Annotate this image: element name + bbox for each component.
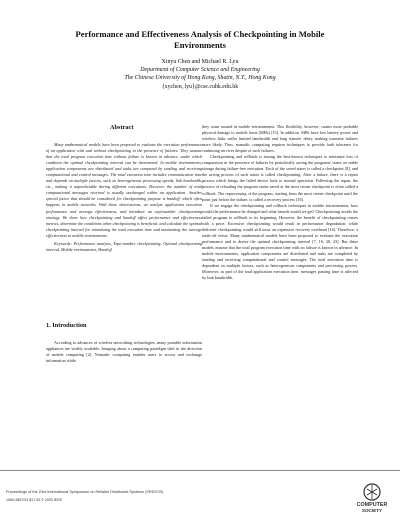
author-block [60, 58, 340, 91]
introduction-section [46, 340, 202, 364]
footer-rule [0, 470, 400, 471]
abstract-keywords: Keywords: Performance analysis, Equi-number checkpointing, Optimal checkpointing interval, Mobile environments, Handoff [46, 240, 202, 252]
proceedings-line: Proceedings of the 23rd International Symposium on Reliable Distributed Systems (SRDS'03) [6, 490, 164, 494]
paper-title: Performance and Effectiveness Analysis of Checkpointing in Mobile Environments [75, 29, 325, 50]
right-paragraph-1: they roam around in mobile environments. This flexibility, however, causes more probable physical damage to mobile hosts (MHs) [15]. In addition, MHs have low battery power and wireless links suffer limited bandwidth and long transfer delay, making transient failures more likely. Thus, nomadic computing requires techniques to provide fault tolerance for continuing services despite of such failures. [202, 124, 358, 154]
introduction-heading: 1. Introduction [46, 322, 87, 329]
right-column [202, 124, 358, 281]
affiliation-university: The Chinese University of Hong Kong, Shatin, N.T., Hong Kong [124, 75, 276, 82]
computer-society-logo [348, 482, 396, 514]
logo-word-society: SOCIETY [361, 508, 383, 513]
right-paragraph-3: If we engage the checkpointing and rollback techniques in mobile environments, how would the performance be changed and what benefit would we get? Checkpointing avoids the failed program to rollback to its beginning. However, the benefit of checkpointing comes with a price. Excessive checkpointing would result in performance degradation, while deficient checkpointing would still incur an expensive recovery overhead [14]. Therefore, a trade-off exists. Many mathematical models have been proposed to evaluate the execution performance and to derive the optimal checkpointing interval [7, 16, 20, 23]. But these models assume that the total program execution time with no failure is known in advance. In mobile environments, application components are distributed and tasks are completed by sending and receiving computational and control messages. The total execution time is dependent on multiple factors, such as heterogeneous components and processing powers. Moreover, as part of the total application execution time, messages passing time is affected by link bandwidth, [202, 202, 358, 281]
abstract-text: Many mathematical models have been proposed to evaluate the execution performance of an application with and without checkpointing in the presence of failures. They assume that the total program execution time without failure is known in advance, under which condition the optimal checkpointing interval can be determined. In mobile environments, application components are distributed and tasks are computed by sending and receiving computational and control messages. The total execution time includes communication time and depends on multiple factors, such as heterogeneous processing speeds, link bandwidth, etc., making it unpredictable during different executions. However, the number of total computational messages received is usually unchanged within an application. Another special factor that should be considered for checkpointing purpose is handoff, which often happens in mobile networks. With these observations, we analyze application execution performance and average effectiveness, and introduce an equi-number checkpointing strategy. We show how checkpointing and handoff affect performance and effectiveness metrics, determine the conditions when checkpointing is beneficial, and calculate the optimal checkpointing interval for minimizing the total execution time and maximizing the average effectiveness in mobile environments. [46, 142, 202, 238]
abstract-section [46, 142, 202, 253]
author-email: {xychen, lyu}@cse.cuhk.edu.hk [161, 83, 239, 90]
right-paragraph-2: Checkpointing and rollback is among the best-known techniques to minimize loss of computation in the presence of failures by periodically saving the programs' states on stable storage during failure-free execution. Each of the saved states is called a checkpoint [8], and the saving process of such states is called checkpointing. After a failure, there is a repair process which brings the failed device back to normal operation. Following the repair, the process of reloading the program status saved at the most recent checkpoint is often called a rollback. The reprocessing of the program, starting from the most recent checkpoint until the point just before the failure, is called a recovery process [16]. [202, 154, 358, 202]
abstract-heading: Abstract [110, 124, 134, 131]
introduction-paragraph: According to advances of wireless networking technologies, many portable information appliances are widely available, bringing about a computing paradigm shift in the direction of mobile computing [2]. Nomadic computing enables users to access and exchange information while [46, 340, 202, 364]
author-names: Xinyu Chen and Michael R. Lyu [161, 59, 239, 65]
logo-word-computer: COMPUTER [356, 502, 388, 508]
copyright-line: 1060-9857/03 $17.00 © 2003 IEEE [6, 498, 62, 502]
ieee-emblem-icon [348, 482, 396, 502]
affiliation-department: Department of Computer Science and Engineering [140, 67, 260, 74]
